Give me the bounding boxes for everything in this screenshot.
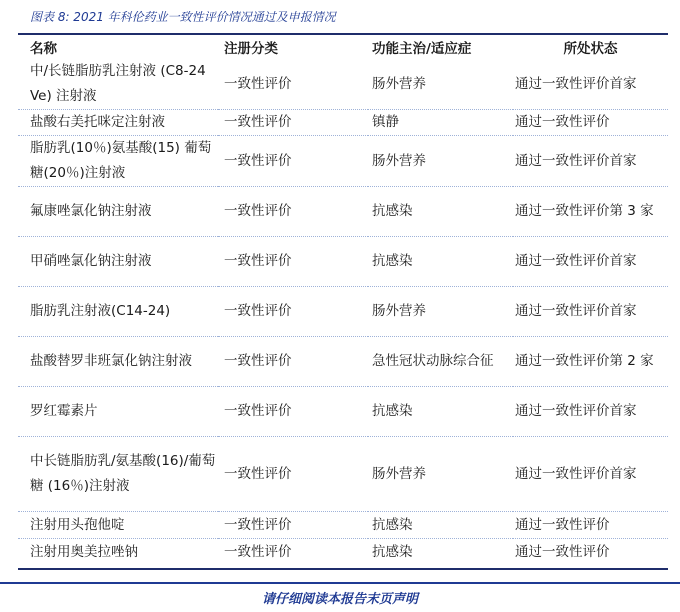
cell-status: 通过一致性评价首家 — [515, 465, 637, 482]
cell-indication: 抗感染 — [372, 516, 413, 533]
table-row — [18, 512, 668, 539]
cell-indication: 肠外营养 — [372, 152, 426, 169]
table-row — [18, 136, 668, 187]
cell-indication: 抗感染 — [372, 253, 413, 269]
cell-name: 甲硝唑氯化钠注射液 — [30, 253, 152, 269]
cell-status: 通过一致性评价首家 — [515, 403, 637, 419]
cell-indication: 抗感染 — [372, 543, 413, 560]
cell-status: 通过一致性评价第 2 家 — [515, 353, 654, 369]
cell-status: 通过一致性评价 — [515, 114, 610, 130]
table-row — [18, 437, 668, 512]
cell-status: 通过一致性评价第 3 家 — [515, 203, 654, 219]
cell-name: 脂肪乳(10％)氨基酸(15) 葡萄糖(20％)注射液 — [30, 140, 212, 181]
cell-indication: 镇静 — [372, 114, 399, 130]
cell-indication: 肠外营养 — [372, 303, 426, 319]
cell-category: 一致性评价 — [224, 114, 292, 130]
cell-name: 脂肪乳注射液(C14-24) — [30, 303, 171, 319]
table-row — [18, 110, 668, 136]
cell-indication: 肠外营养 — [372, 75, 426, 92]
cell-name: 中/长链脂肪乳注射液 (C8-24 Ve) 注射液 — [30, 63, 206, 104]
cell-name: 盐酸右美托咪定注射液 — [30, 114, 165, 130]
header-name: 名称 — [30, 41, 57, 57]
cell-name: 注射用奥美拉唑钠 — [30, 543, 138, 560]
figure-caption: 图表 8: 2021 年科伦药业一致性评价情况通过及申报情况 — [30, 10, 336, 24]
table-row — [18, 337, 668, 387]
cell-indication: 急性冠状动脉综合征 — [372, 353, 494, 369]
header-category: 注册分类 — [224, 41, 278, 57]
cell-category: 一致性评价 — [224, 403, 292, 419]
cell-category: 一致性评价 — [224, 253, 292, 269]
cell-name: 氟康唑氯化钠注射液 — [30, 203, 152, 219]
table-row — [18, 387, 668, 437]
table-row — [18, 59, 668, 110]
consistency-evaluation-table — [18, 35, 668, 566]
cell-name: 中长链脂肪乳/氨基酸(16)/葡萄糖 (16％)注射液 — [30, 453, 216, 494]
cell-category: 一致性评价 — [224, 543, 292, 560]
cell-name: 罗红霉素片 — [30, 403, 98, 419]
cell-status: 通过一致性评价首家 — [515, 152, 637, 169]
table-header-row — [18, 35, 668, 59]
table-row — [18, 187, 668, 237]
footer-rule — [0, 582, 680, 584]
footer-disclaimer: 请仔细阅读本报告末页声明 — [261, 592, 418, 607]
cell-name: 注射用头孢他啶 — [30, 516, 125, 533]
table-row — [18, 287, 668, 337]
header-status: 所处状态 — [563, 41, 618, 57]
cell-category: 一致性评价 — [224, 516, 292, 533]
cell-category: 一致性评价 — [224, 353, 292, 369]
cell-status: 通过一致性评价 — [515, 516, 610, 533]
cell-category: 一致性评价 — [224, 75, 292, 92]
table-bottom-rule — [18, 568, 668, 570]
table-row — [18, 237, 668, 287]
cell-status: 通过一致性评价首家 — [515, 303, 637, 319]
cell-indication: 抗感染 — [372, 203, 413, 219]
table-row — [18, 539, 668, 566]
cell-indication: 肠外营养 — [372, 465, 426, 482]
cell-category: 一致性评价 — [224, 203, 292, 219]
cell-status: 通过一致性评价首家 — [515, 253, 637, 269]
cell-category: 一致性评价 — [224, 152, 292, 169]
cell-status: 通过一致性评价 — [515, 543, 610, 560]
cell-status: 通过一致性评价首家 — [515, 75, 637, 92]
cell-indication: 抗感染 — [372, 403, 413, 419]
cell-category: 一致性评价 — [224, 465, 292, 482]
header-indication: 功能主治/适应症 — [372, 41, 472, 57]
cell-category: 一致性评价 — [224, 303, 292, 319]
cell-name: 盐酸替罗非班氯化钠注射液 — [30, 353, 192, 369]
